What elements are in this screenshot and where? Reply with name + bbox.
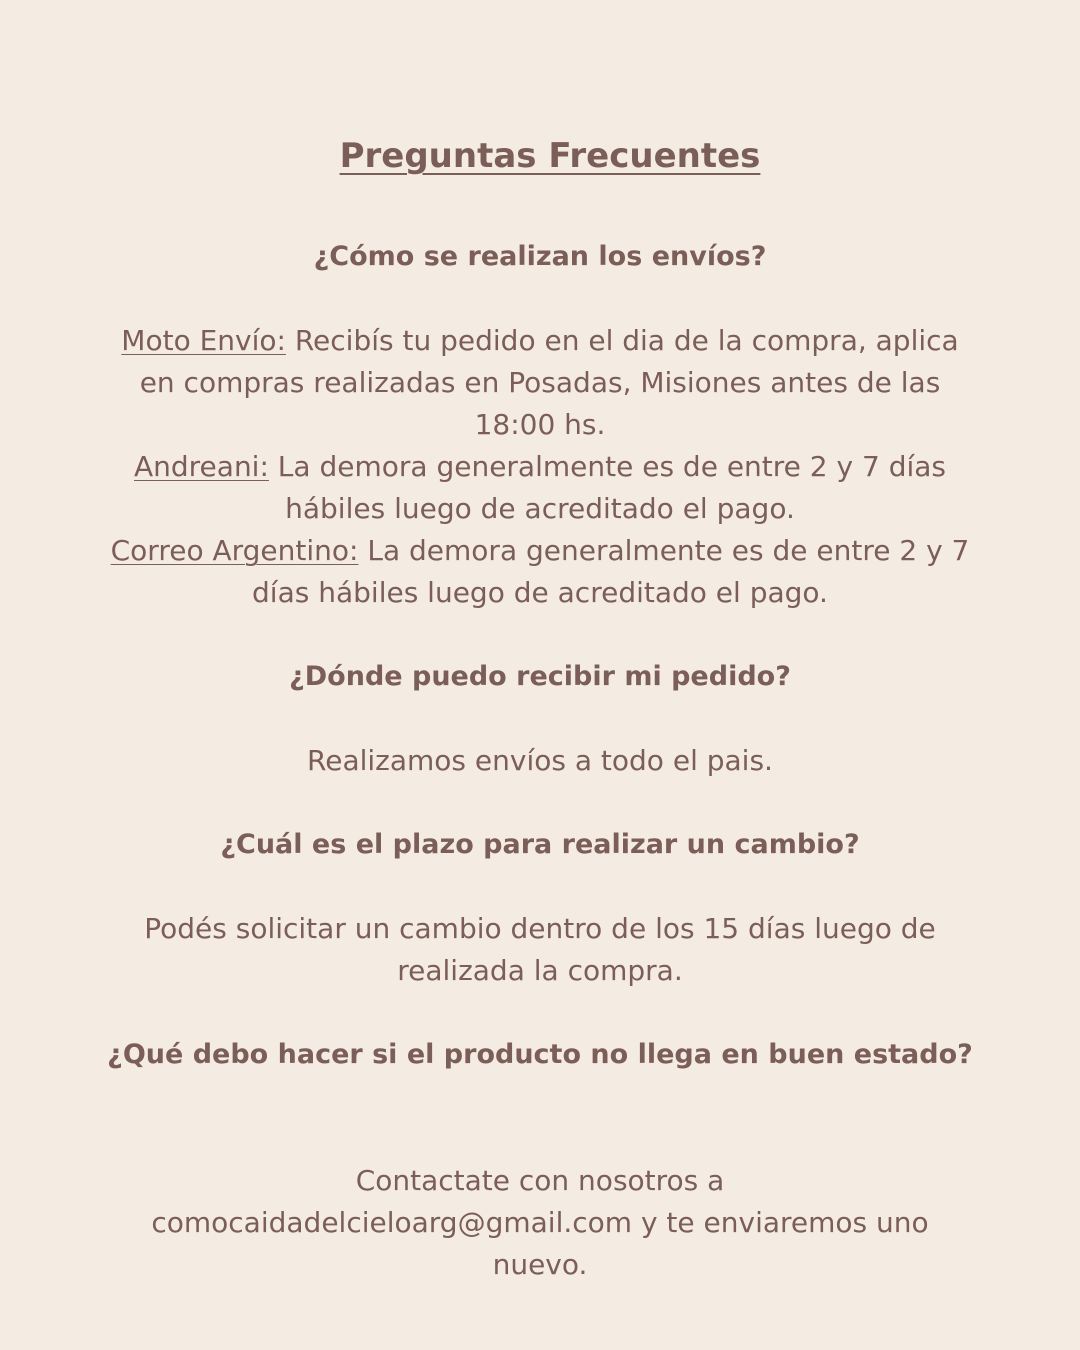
shipping-method-correo-text: La demora generalmente es de entre 2 y 7 días hábiles luego de acreditado el pago. xyxy=(252,534,970,609)
faq-answer-exchange-period: Podés solicitar un cambio dentro de los 15 días luego de realizada la compra. xyxy=(144,912,936,987)
shipping-method-correo-label: Correo Argentino: xyxy=(110,534,359,567)
faq-answer-damaged-product xyxy=(100,1160,980,1286)
damaged-product-answer-line1: Contactate con nosotros a xyxy=(355,1164,725,1197)
faq-question-exchange-period: ¿Cuál es el plazo para realizar un cambio? xyxy=(220,829,860,860)
faq-question-delivery-area: ¿Dónde puedo recibir mi pedido? xyxy=(289,661,791,692)
faq-question-damaged-product: ¿Qué debo hacer si el producto no llega en buen estado? xyxy=(107,1039,973,1070)
faq-answer-shipping xyxy=(100,320,980,614)
shipping-method-andreani-label: Andreani: xyxy=(133,450,269,483)
shipping-method-moto-text: Recibís tu pedido en el dia de la compra, aplica en compras realizadas en Posadas, Misiones antes de las 18:00 hs. xyxy=(139,324,959,441)
shipping-method-andreani-text: La demora generalmente es de entre 2 y 7 días hábiles luego de acreditado el pago. xyxy=(268,450,947,525)
faq-answer-delivery-area: Realizamos envíos a todo el pais. xyxy=(307,744,773,777)
shipping-method-moto-label: Moto Envío: xyxy=(121,324,286,357)
faq-question-shipping: ¿Cómo se realizan los envíos? xyxy=(313,241,767,272)
page-title: Preguntas Frecuentes xyxy=(339,136,761,176)
damaged-product-answer-line2: comocaidadelcieloarg@gmail.com y te enviaremos uno nuevo. xyxy=(151,1206,929,1281)
